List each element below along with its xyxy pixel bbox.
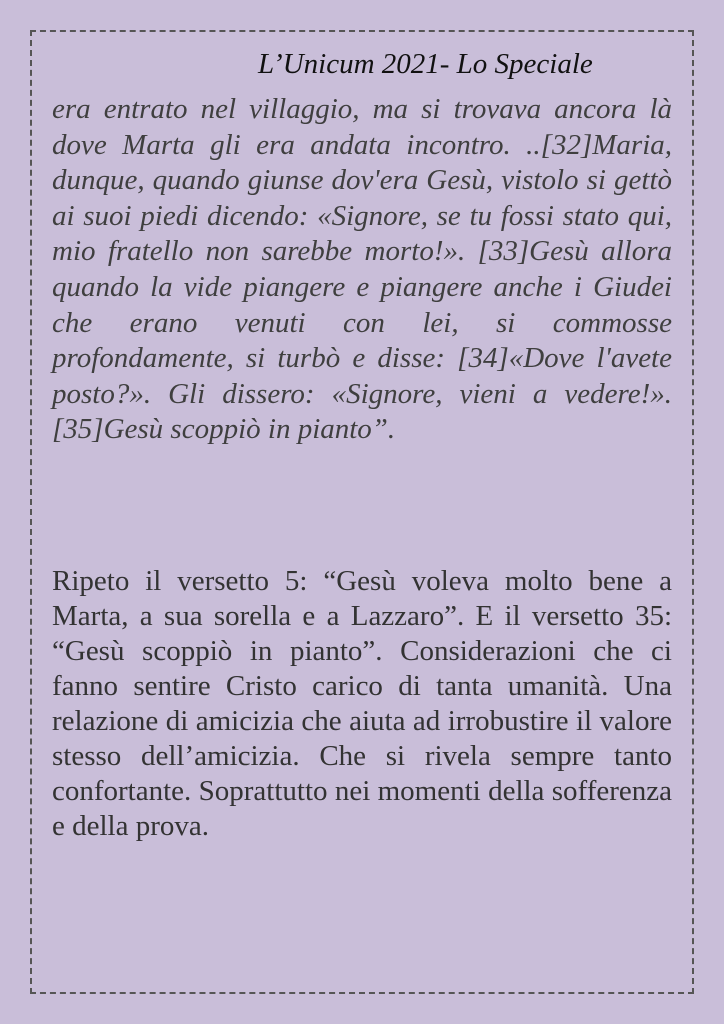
gospel-quote-paragraph: era entrato nel villaggio, ma si trovava ancora là dove Marta gli era andata incontro. ..[32]Maria, dunque, quando giunse dov'era Gesù, vistolo si gettò ai suoi piedi dicendo: «Signore, se tu fossi stato qui, mio fratello non sarebbe morto!». [33]Gesù allora quando la vide piangere e piangere anche i Giudei che erano venuti con lei, si commosse profondamente, si turbò e disse: [34]«Dove l'avete posto?». Gli dissero: «Signore, vieni a vedere!». [35]Gesù scoppiò in pianto”. [52,93,672,446]
commentary-paragraph: Ripeto il versetto 5: “Gesù voleva molto bene a Marta, a sua sorella e a Lazzaro”. E il versetto 35: “Gesù scoppiò in pianto”. Considerazioni che ci fanno sentire Cristo carico di tanta umanità. Una relazione di amicizia che aiuta ad irrobustire il valore stesso dell’amicizia. Che si rivela sempre tanto confortante. Soprattutto nei momenti della sofferenza e della prova. [52,565,672,842]
page-header-title: L’Unicum 2021- Lo Speciale [258,48,593,80]
